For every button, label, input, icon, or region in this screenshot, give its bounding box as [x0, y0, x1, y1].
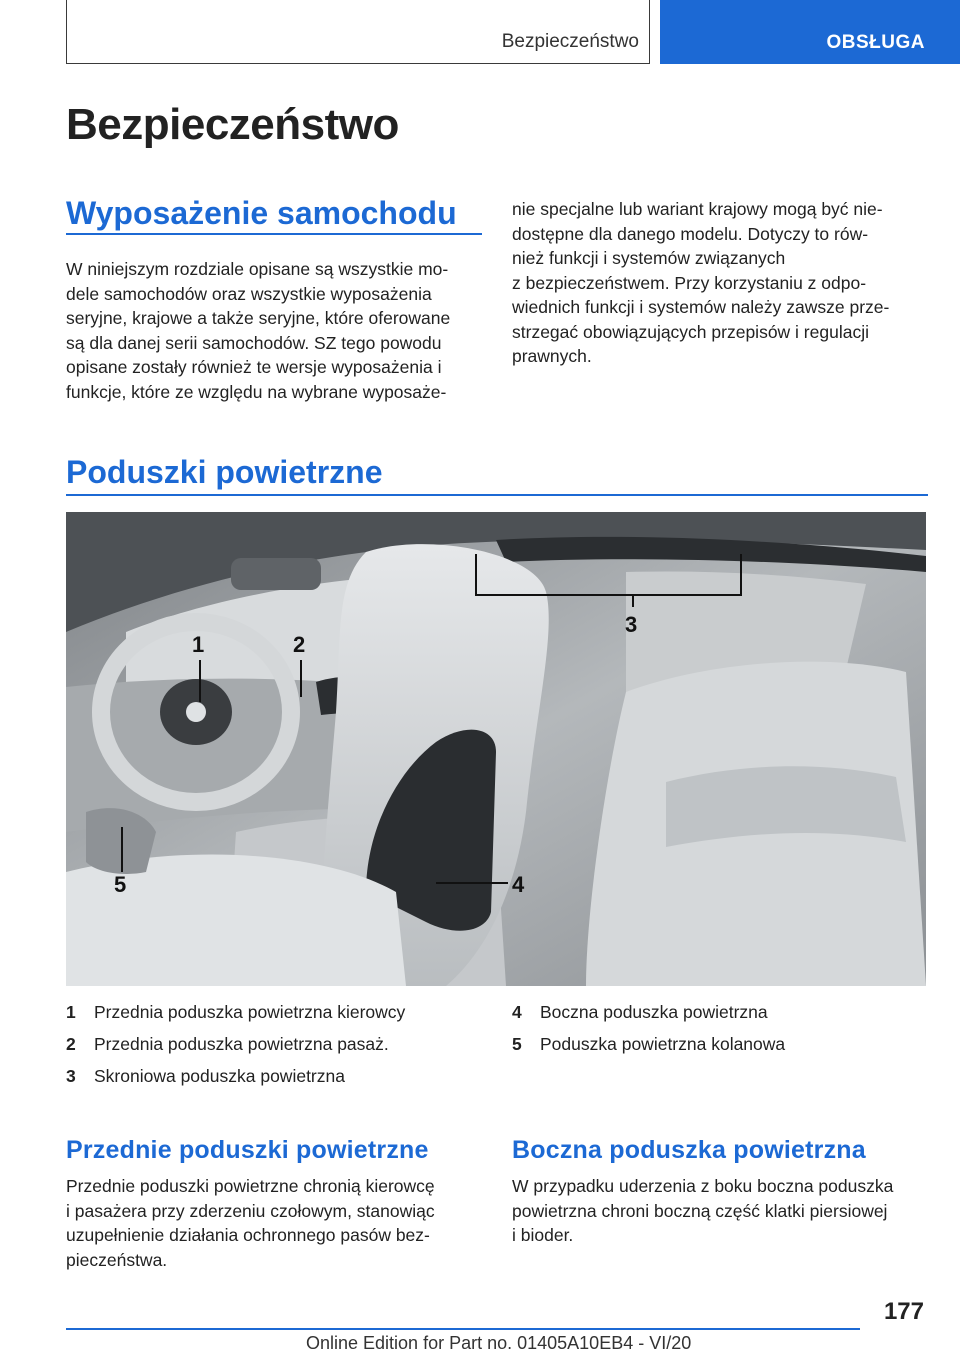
legend-number: 3	[66, 1066, 76, 1086]
callout-4-label: 4	[512, 872, 525, 897]
callout-1-label: 1	[192, 632, 205, 657]
car-interior-drawing	[66, 512, 926, 986]
callout-5-label: 5	[114, 872, 127, 897]
airbags-heading: Poduszki powietrzne	[66, 454, 383, 490]
text-line: seryjne, krajowe a także seryjne, które oferowane	[66, 308, 451, 328]
legend-item	[66, 1034, 389, 1055]
airbags-heading-rule	[66, 494, 928, 496]
header-section-title: Bezpieczeństwo	[501, 31, 639, 52]
text-line: i pasażera przy zderzeniu czołowym, stanowiąc	[66, 1200, 435, 1221]
header-chapter-tab[interactable]	[660, 0, 960, 64]
text-line: nie specjalne lub wariant krajowy mogą być nie-	[512, 199, 883, 219]
side-airbag-heading: Boczna poduszka powietrzna	[512, 1136, 866, 1164]
legend-number: 2	[66, 1034, 76, 1054]
callout-3-label: 3	[625, 612, 638, 637]
text-line: dostępne dla danego modelu. Dotyczy to rów-	[512, 223, 869, 244]
legend-number: 5	[512, 1034, 522, 1054]
text-line: z bezpieczeństwem. Przy korzystaniu z odpo-	[512, 272, 867, 293]
legend-item	[66, 1066, 345, 1087]
text-line: prawnych.	[512, 346, 592, 366]
legend-text: Skroniowa poduszka powietrzna	[94, 1066, 345, 1086]
page-number: 177	[883, 1298, 924, 1325]
equipment-text-left	[66, 257, 450, 404]
equipment-text-right	[512, 197, 889, 369]
front-airbags-text	[66, 1174, 435, 1272]
legend-text: Boczna poduszka powietrzna	[540, 1002, 768, 1022]
legend-text: Poduszka powietrzna kolanowa	[540, 1034, 786, 1054]
page-title: Bezpieczeństwo	[66, 100, 399, 149]
text-line: wiednich funkcji i systemów należy zawsze prze-	[512, 297, 890, 317]
legend-item	[512, 1002, 768, 1023]
legend-text: Przednia poduszka powietrzna kierowcy	[94, 1002, 406, 1022]
text-line: funkcje, które ze względu na wybrane wyposaże-	[66, 381, 447, 402]
text-line: pieczeństwa.	[66, 1249, 168, 1270]
text-line: i bioder.	[512, 1225, 574, 1245]
text-line: uzupełnienie działania ochronnego pasów bez-	[66, 1225, 430, 1245]
text-line: nież funkcji i systemów związanych	[512, 248, 786, 268]
side-airbag-text	[512, 1174, 893, 1248]
legend-number: 4	[512, 1002, 522, 1022]
legend-item	[66, 1002, 405, 1023]
text-line: są dla danej serii samochodów. SZ tego powodu	[66, 332, 442, 353]
airbag-illustration	[66, 512, 926, 986]
front-airbags-heading: Przednie poduszki powietrzne	[66, 1136, 429, 1164]
legend-item	[512, 1034, 785, 1055]
legend-number: 1	[66, 1002, 76, 1022]
text-line: Przednie poduszki powietrzne chronią kierowcę	[66, 1176, 435, 1196]
callout-2-label: 2	[293, 632, 306, 657]
header-section-box	[66, 0, 650, 64]
header-chapter-label: OBSŁUGA	[826, 32, 925, 53]
text-line: strzegać obowiązujących przepisów i regulacji	[512, 321, 869, 342]
text-line: W niniejszym rozdziale opisane są wszystkie mo-	[66, 259, 449, 279]
footer-edition-text: Online Edition for Part no. 01405A10EB4 - VI/20	[306, 1333, 692, 1353]
equipment-heading: Wyposażenie samochodu	[66, 195, 457, 231]
text-line: powietrzna chroni boczną część klatki piersiowej	[512, 1200, 888, 1221]
text-line: opisane zostały również te wersje wyposażenia i	[66, 357, 442, 377]
footer-rule	[66, 1328, 860, 1330]
text-line: dele samochodów oraz wszystkie wyposażenia	[66, 283, 432, 304]
text-line: W przypadku uderzenia z boku boczna poduszka	[512, 1176, 894, 1196]
equipment-heading-rule	[66, 233, 482, 235]
legend-text: Przednia poduszka powietrzna pasaż.	[94, 1034, 389, 1054]
